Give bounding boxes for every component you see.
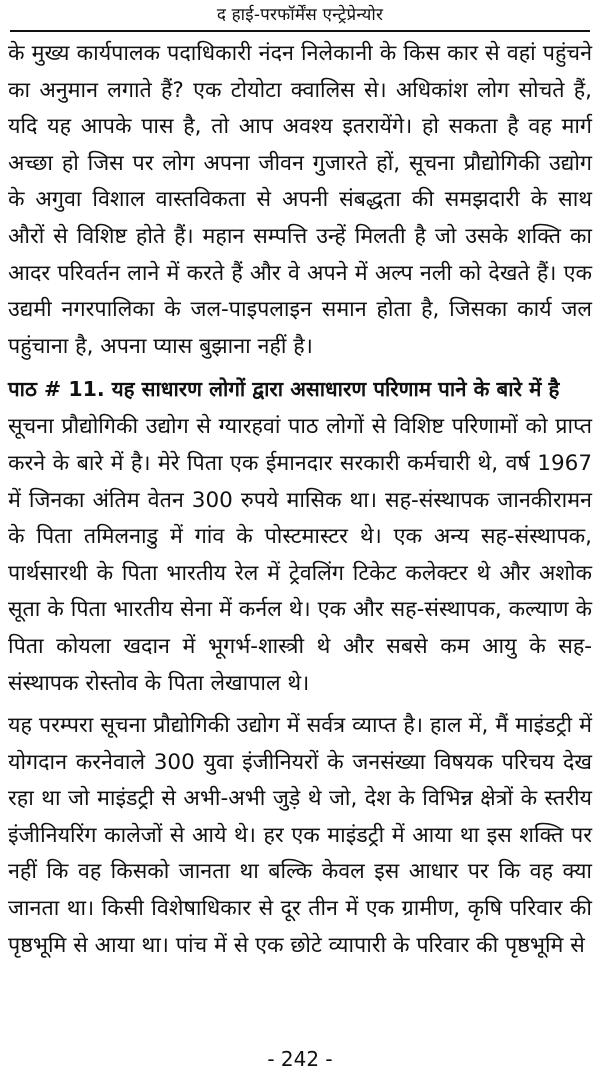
page-number: - 242 - bbox=[267, 1047, 333, 1071]
body-paragraph-3: यह परम्परा सूचना प्रौद्योगिकी उद्योग में सर्वत्र व्याप्त है। हाल में, मैं माइंडट्री में योगदान करनेवाले 300 युवा इंजीनियरों के जनसंख्या विषयक परिचय देख रहा था जो माइंडट्री से अभी-अभी जुड़े थे जो, देश के विभिन्न क्षेत्रों के स्तरीय इंजीनियरिंग कालेजों से आये थे। हर एक माइंडट्री में आया था इस शक्ति पर नहीं कि वह किसको जानता था बल्कि केवल इस आधार पर कि वह क्या जानता था। किसी विशेषाधिकार से दूर तीन में एक ग्रामीण, कृषि परिवार की पृष्ठभूमि से आया था। पांच में से एक छोटे व्यापारी के परिवार की पृष्ठभूमि से bbox=[8, 713, 592, 958]
running-header: द हाई-परफॉर्मेंस एन्ट्रेप्रेन्योर bbox=[216, 5, 384, 25]
body-paragraph-1: के मुख्य कार्यपालक पदाधिकारी नंदन निलेकानी के किस कार से वहां पहुंचने का अनुमान लगाते हैं? एक टोयोटा क्वालिस से। अधिकांश लोग सोचते हैं, यदि यह आपके पास है, तो आप अवश्य इतरायेंगे। हो सकता है वह मार्ग अच्छा हो जिस पर लोग अपना जीवन गुजारते हों, सूचना प्रौद्योगिकी उद्योग के अगुवा विशाल वास्तविकता से अपनी संबद्धता की समझदारी के साथ औरों से विशिष्ट होते हैं। महान सम्पत्ति उन्हें मिलती है जो उसके शक्ति का आदर परिवर्तन लाने में करते हैं और वे अपने में अल्प नली को देखते हैं। एक उद्यमी नगरपालिका के जल-पाइपलाइन समान होता है, जिसका कार्य जल पहुंचाना है, अपना प्यास बुझाना नहीं है। bbox=[8, 41, 592, 359]
lesson-heading: पाठ # 11. यह साधारण लोगों द्वारा असाधारण परिणाम पाने के बारे में है bbox=[8, 377, 560, 402]
header-rule bbox=[10, 30, 590, 32]
body-paragraph-2: सूचना प्रौद्योगिकी उद्योग से ग्यारहवां पाठ लोगों से विशिष्ट परिणामों को प्राप्त करने के बारे में है। मेरे पिता एक ईमानदार सरकारी कर्मचारी थे, वर्ष 1967 में जिनका अंतिम वेतन 300 रुपये मासिक था। सह-संस्थापक जानकीरामन के पिता तमिलनाडु में गांव के पोस्टमास्टर थे। एक अन्य सह-संस्थापक, पार्थसारथी के पिता भारतीय रेल में ट्रेवलिंग टिकेट कलेक्टर थे और अशोक सूता के पिता भारतीय सेना में कर्नल थे। एक और सह-संस्थापक, कल्याण के पिता कोयला खदान में भूगर्भ-शास्त्री थे और सबसे कम आयु के सह-संस्थापक रोस्तोव के पिता लेखापाल थे। bbox=[8, 414, 592, 696]
